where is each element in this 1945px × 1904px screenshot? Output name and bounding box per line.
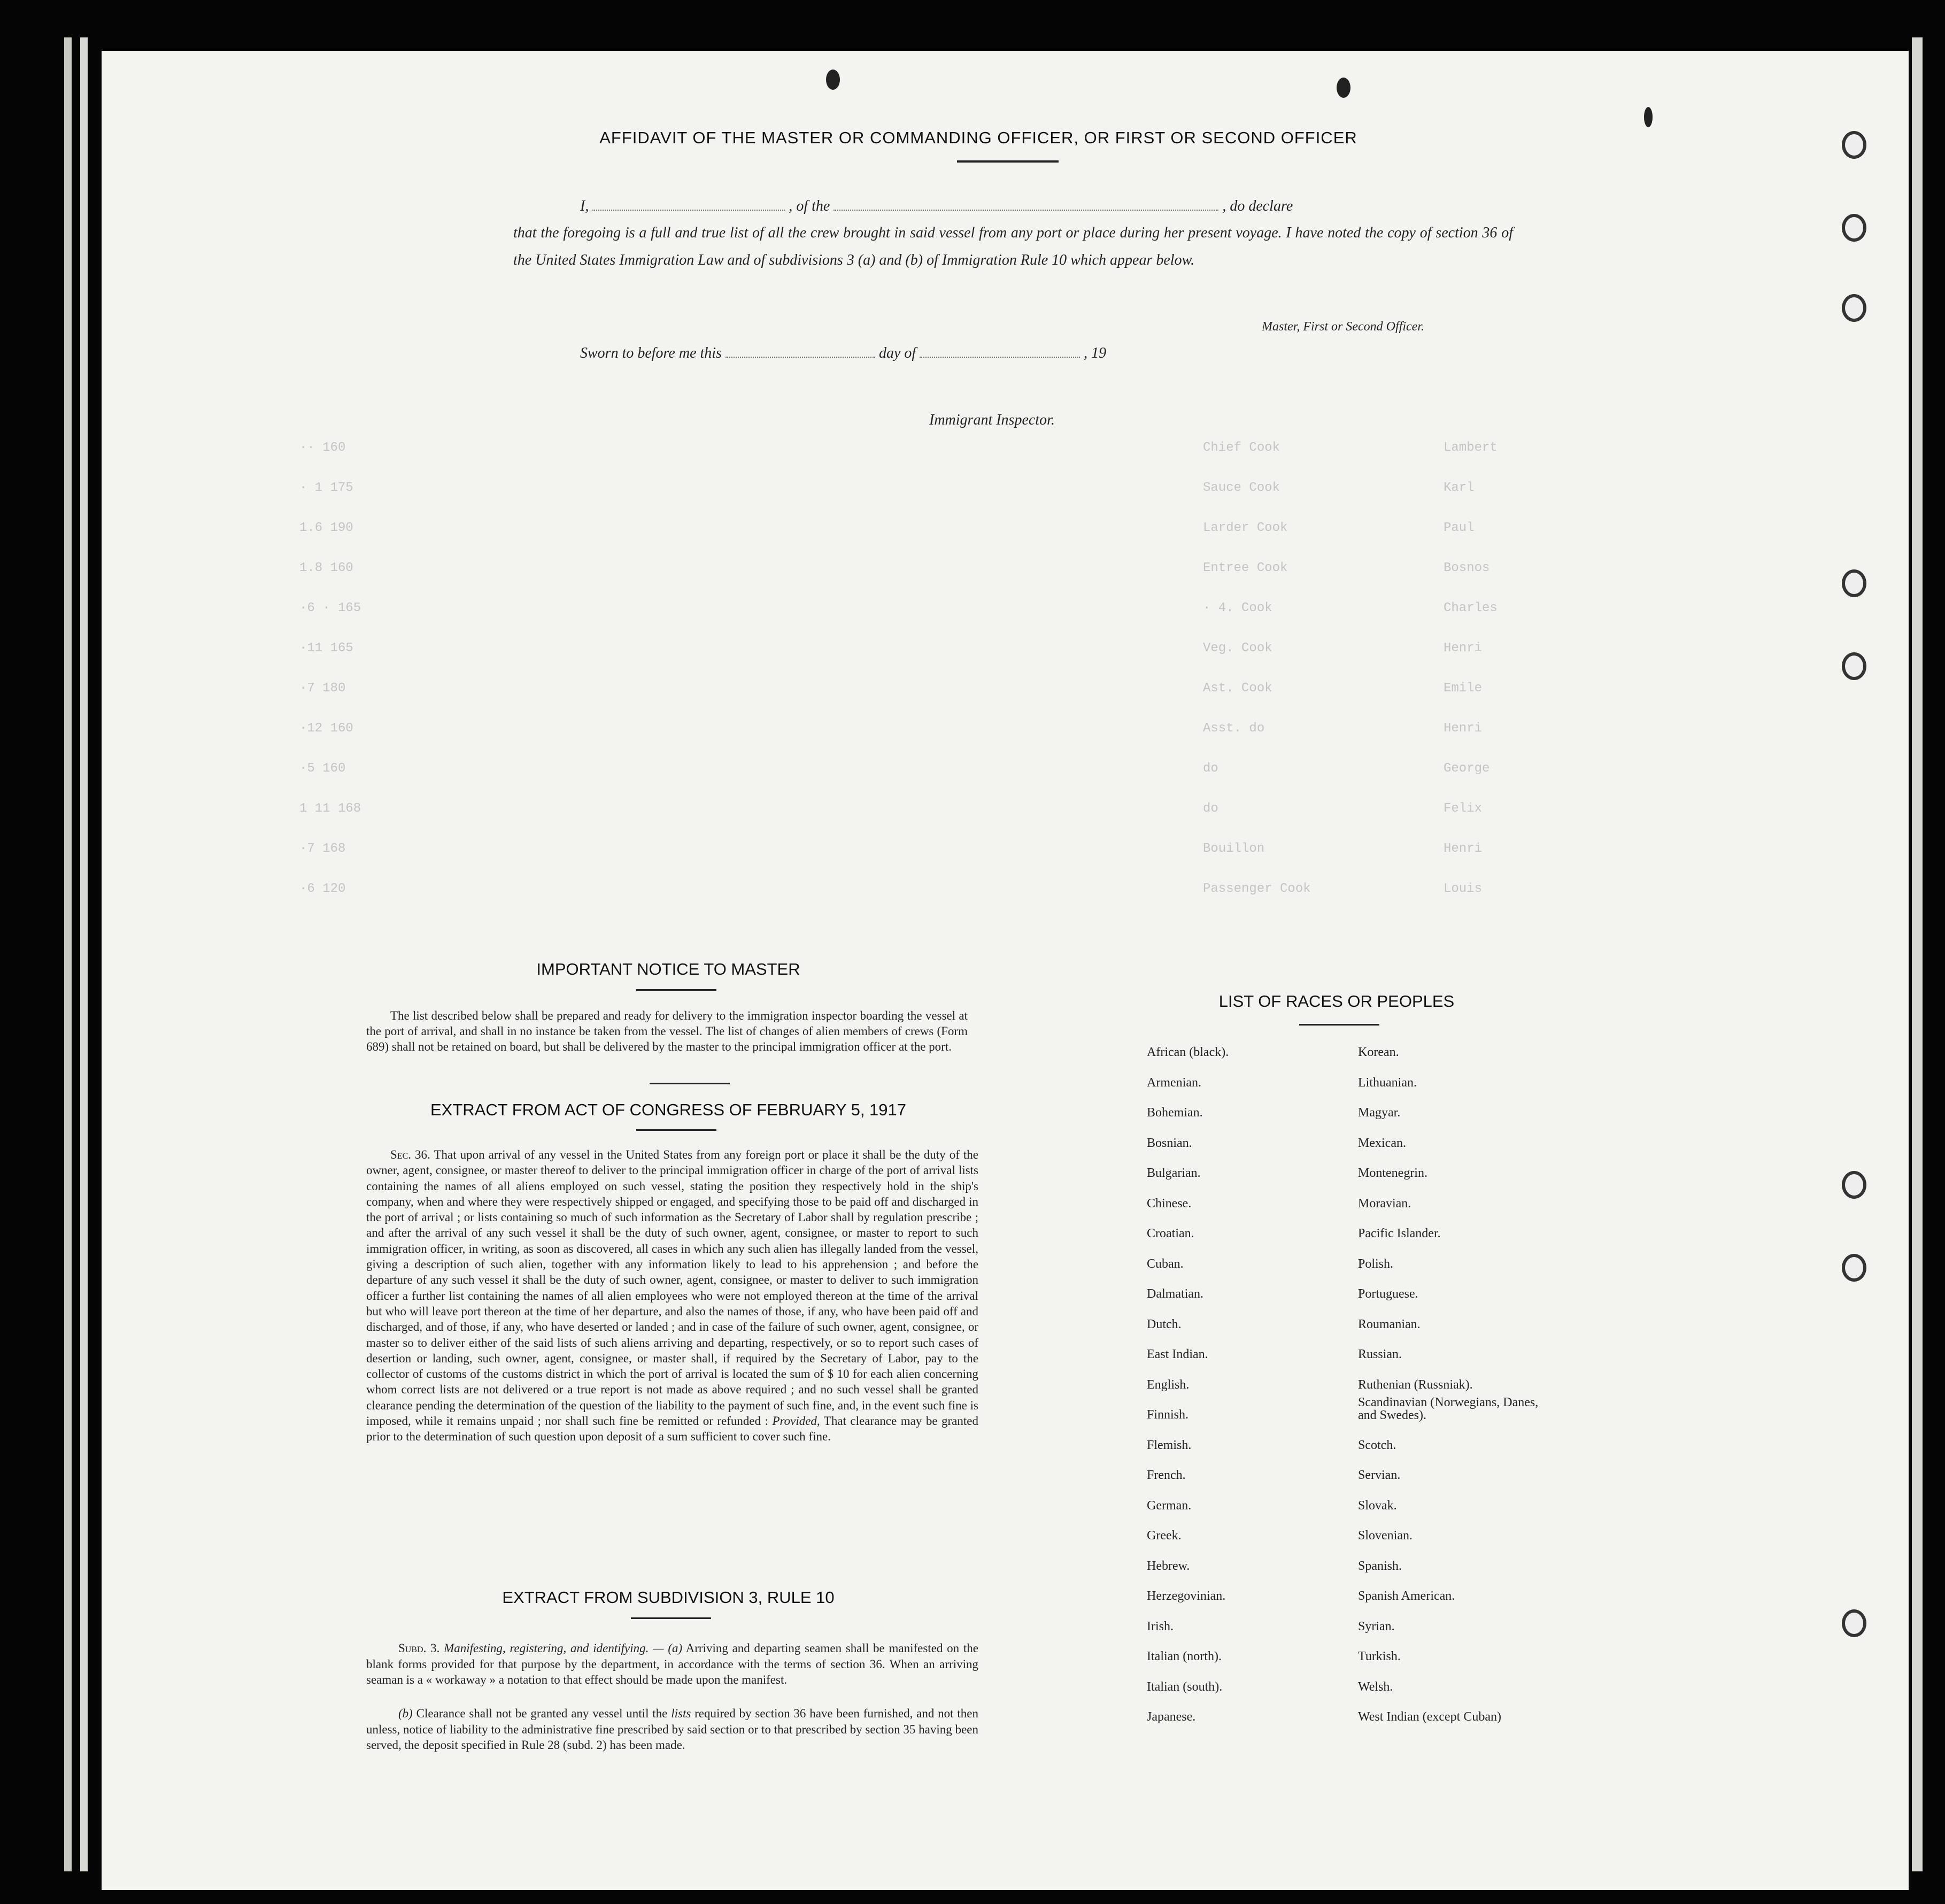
inspector-signature-label: Immigrant Inspector. [929,412,1055,428]
affidavit-i: I, [580,198,589,214]
act-provided: Provided, [772,1414,820,1428]
race-item: Cuban. [1147,1257,1184,1271]
master-signature-label: Master, First or Second Officer. [1262,320,1424,334]
name-blank [592,210,785,211]
act-body [366,1147,978,1445]
race-item: German. [1147,1498,1192,1513]
race-item: Korean. [1358,1045,1399,1059]
rule-b-lists: lists [671,1707,691,1720]
race-item: Pacific Islander. [1358,1227,1441,1240]
notice-body: The list described below shall be prepared and ready for delivery to the immigration inspector boarding the vessel at the port of arrival, and shall in no instance be taken from the vessel. The list of changes of alien members of crews (Form 689) shall not be retained on board, but shall be delivered by the master to the principal immigration officer at the port. [366,1009,968,1053]
year-label: , 19 [1084,345,1107,361]
race-item: Slovak. [1358,1498,1397,1513]
act-section-tail: That clearance may be granted prior to the determination of such question upon deposit of a sum sufficient to cover such fine. [366,1414,978,1444]
notice-end-rule [650,1083,730,1084]
punch-hole-6 [1842,1171,1866,1199]
race-item: Bosnian. [1147,1136,1192,1150]
act-title: EXTRACT FROM ACT OF CONGRESS OF FEBRUARY 5, 1917 [430,1100,907,1119]
race-item: Ruthenian (Russniak). [1358,1377,1473,1392]
race-item: Chinese. [1147,1196,1192,1211]
race-item: Spanish American. [1358,1589,1455,1603]
notice-title-rule [636,989,716,991]
affidavit-title: AFFIDAVIT OF THE MASTER OR COMMANDING OFFICER, OR FIRST OR SECOND OFFICER [599,128,1357,147]
races-title: LIST OF RACES OR PEOPLES [1218,992,1455,1011]
act-section-text: That upon arrival of any vessel in the United States from any foreign port or place it shall be the duty of the owner, agent, consignee, or master thereof to deliver to the principal immigration officer in charge of the port of arrival lists containing the names of all aliens employed on such vessel, stating the position they respectively hold in the ship's company, when and where they were respectively shipped or engaged, and specifying those to be paid off and discharged in the port of arrival ; or lists containing so much of such information as the Secretary of Labor shall by regulation prescribe ; and after the arrival of any such vessel it shall be the duty of such owner, agent, consignee, or master to report to such immigration officer, in writing, as soon as discovered, all cases in which any such alien has illegally landed from the vessel, giving a description of such alien, together with any information likely to lead to his apprehension ; and before the departure of any such vessel it shall be the duty of such owner, agent, consignee, or master to deliver to such immigration officer a further list containing the names of all alien employees who were not employed thereon at the time of the arrival but who will leave port thereon at the time of her departure, and also the names of those, if any, who have been paid off and discharged, and of those, if any, who have deserted or landed ; and in case of the failure of such owner, agent, consignee, or master so to deliver either of the said lists of such aliens arriving and departing, respectively, or so to report such cases of desertion or landing, such owner, agent, consignee, or master shall, if required by the Secretary of Labor, pay to the collector of customs of the customs district in which the port of arrival is located the sum of $ 10 for each alien concerning whom correct lists are not delivered or a true report is not made as above required ; and no such vessel shall be granted clearance pending the determination of the question of the liability to the payment of such fine, and, in the event such fine is imposed, while it remains unpaid ; nor shall such fine be remitted or refunded : [366,1148,978,1428]
race-item: Bulgarian. [1147,1166,1201,1180]
affidavit-body: that the foregoing is a full and true list of all the crew brought in said vessel from any port or place during her present voyage. I have noted the copy of section 36 of the United States Immigration Law and of subdivisions 3 (a) and (b) of Immigration Rule 10 which appear below. [513,225,1513,268]
page-edge-left [64,37,72,1871]
race-item: Montenegrin. [1358,1166,1427,1180]
binder-hole-top-left [826,70,840,90]
race-item: Mexican. [1358,1136,1406,1150]
vessel-blank [833,210,1218,211]
punch-hole-8 [1842,1609,1866,1637]
race-item: English. [1147,1377,1190,1392]
race-item: East Indian. [1147,1347,1208,1361]
race-item: Hebrew. [1147,1559,1190,1573]
race-item: Turkish. [1358,1649,1401,1663]
race-item: Servian. [1358,1468,1401,1482]
punch-hole-4 [1842,569,1866,597]
race-item: Slovenian. [1358,1529,1413,1543]
rule-a-heading: Manifesting, registering, and identifying. — (a) [444,1641,683,1655]
page-edge-right [1912,37,1923,1871]
punch-hole-5 [1842,652,1866,680]
race-item: Scotch. [1358,1438,1396,1452]
race-item: French. [1147,1468,1186,1482]
race-item: Flemish. [1147,1438,1192,1452]
race-item: Scandinavian (Norwegians, Danes, and Swedes). [1358,1396,1539,1422]
punch-hole-3 [1842,294,1866,322]
rule-subdivision-a [366,1640,978,1688]
sworn-line [580,345,1106,362]
affidavit-declaration-line [580,198,1521,215]
race-item: Spanish. [1358,1559,1402,1573]
race-item: Polish. [1358,1257,1394,1271]
races-title-rule [1299,1024,1379,1026]
race-item: Irish. [1147,1619,1174,1633]
punch-hole-2 [1842,214,1866,242]
race-item: Armenian. [1147,1075,1201,1090]
binder-hole-top-corner [1644,107,1653,127]
race-item: Dutch. [1147,1317,1182,1331]
rule-b-lead: (b) [398,1707,413,1720]
bleed-through-text-right: Chief Cook Sauce Cook Larder Cook Entree Cook · 4. Cook Veg. Cook Ast. Cook Asst. do do do Bouillon Passenger Cook [1203,441,1311,896]
race-item: Italian (north). [1147,1649,1222,1663]
act-title-rule [636,1129,716,1131]
page-edge-left-inner [80,37,88,1871]
rule-a-text: Arriving and departing seamen shall be manifested on the blank forms provided for that purpose by the department, in accordance with the terms of section 36. When an arriving seaman is a « workaway » a notation to that effect should be made upon the manifest. [366,1641,978,1686]
race-item: African (black). [1147,1045,1229,1059]
race-item: West Indian (except Cuban) [1358,1710,1501,1724]
race-item: Dalmatian. [1147,1287,1203,1301]
affidavit-do-declare: , do declare [1222,198,1293,214]
notice-title: IMPORTANT NOTICE TO MASTER [536,960,800,978]
punch-hole-1 [1842,131,1866,159]
affidavit-of-the: , of the [789,198,830,214]
race-item: Greek. [1147,1529,1182,1543]
race-item: Italian (south). [1147,1679,1223,1694]
race-item: Roumanian. [1358,1317,1421,1331]
race-item: Syrian. [1358,1619,1395,1633]
race-item: Portuguese. [1358,1287,1418,1301]
rule-b-text-1: Clearance shall not be granted any vessel until the [416,1707,668,1720]
race-item: Moravian. [1358,1196,1411,1211]
day-of-label: day of [878,345,916,361]
sworn-month-blank [920,357,1080,358]
race-item: Welsh. [1358,1679,1393,1694]
race-item: Magyar. [1358,1106,1401,1120]
rule-title-rule [631,1617,711,1619]
race-item: Herzegovinian. [1147,1589,1226,1603]
act-section-lead: Sec. 36. [390,1148,430,1161]
bleed-through-text: ·· 160 · 1 175 1.6 190 1.8 160 ·6 · 165 ·11 165 ·7 180 ·12 160 ·5 160 1 11 168 ·7 168 ·6 120 [299,441,361,896]
bleed-through-text-far: Lambert Karl Paul Bosnos Charles Henri Emile Henri George Felix Henri Louis [1444,441,1498,896]
rule-subdivision-b [366,1706,978,1753]
affidavit-title-rule [957,160,1059,163]
race-item: Finnish. [1147,1408,1189,1422]
rule-b-text-2: required by section 36 have been furnished, and not then unless, notice of liability to the administrative fine prescribed by said section or to that prescribed by section 35 having been served, the deposit specified in Rule 28 (subd. 2) has been made. [366,1707,979,1752]
rule-a-lead: Subd. 3. [398,1641,440,1655]
punch-hole-7 [1842,1254,1866,1282]
race-item: Croatian. [1147,1227,1194,1240]
race-item: Lithuanian. [1358,1075,1417,1090]
race-item: Japanese. [1147,1710,1196,1724]
sworn-label: Sworn to before me this [580,345,722,361]
binder-hole-top-right [1337,78,1350,98]
sworn-day-blank [725,357,875,358]
race-item: Bohemian. [1147,1106,1203,1120]
rule-title: EXTRACT FROM SUBDIVISION 3, RULE 10 [502,1588,835,1607]
race-item: Russian. [1358,1347,1402,1361]
